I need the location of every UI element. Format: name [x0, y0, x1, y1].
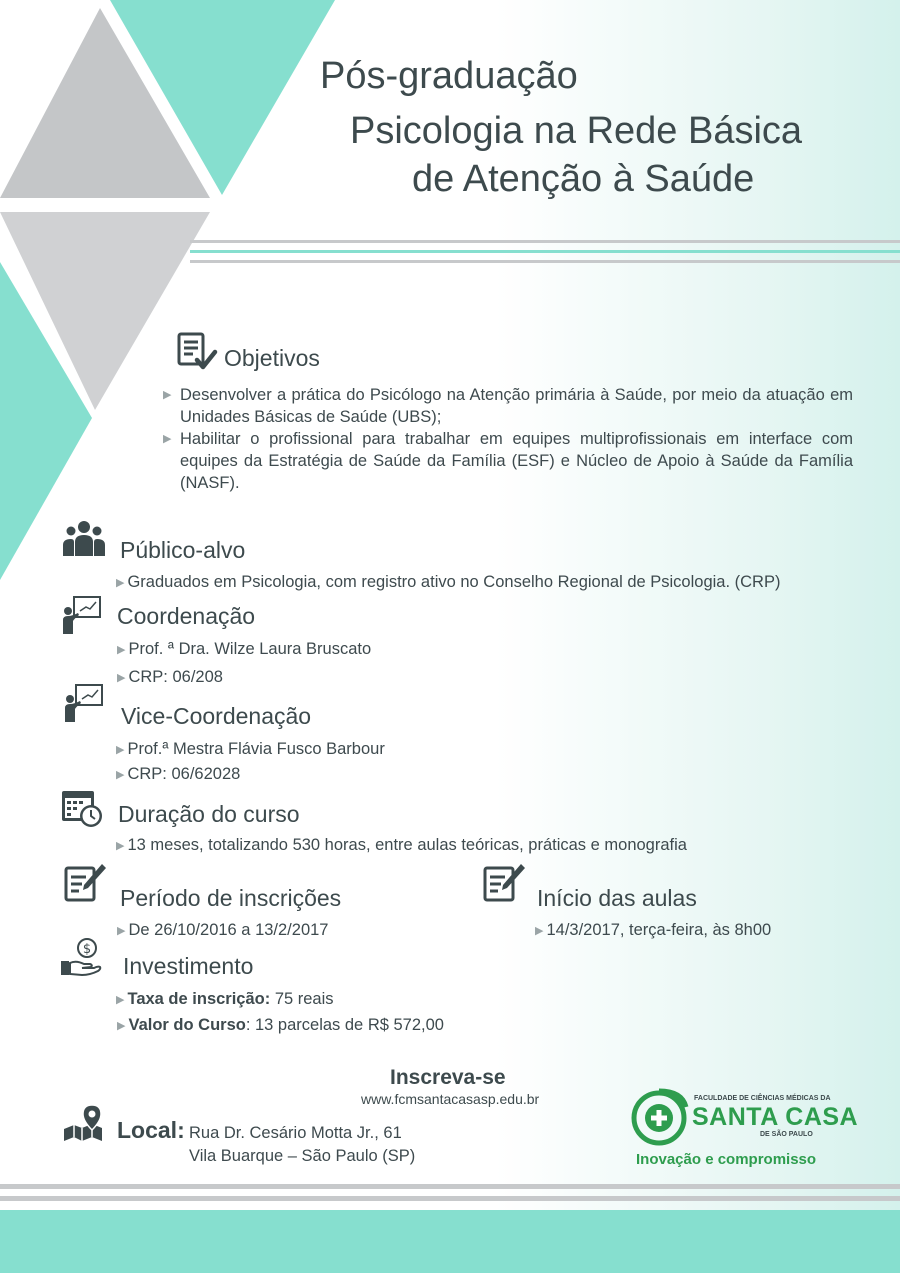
local-label: Local:	[117, 1117, 185, 1143]
publico-title: Público-alvo	[120, 537, 246, 563]
objetivos-title: Objetivos	[224, 345, 320, 371]
list-item	[163, 428, 853, 494]
bullet-arrow-icon: ▶	[163, 433, 172, 445]
vice-crp: CRP: 06/62028	[127, 765, 241, 783]
footer-divider-2	[0, 1196, 900, 1201]
divider-gray-bottom	[190, 260, 900, 263]
form-pencil-icon	[64, 862, 108, 904]
logo-small-top: FACULDADE DE CIÊNCIAS MÉDICAS DA	[694, 1095, 831, 1102]
bullet-arrow-icon: ▶	[116, 577, 125, 589]
list-item	[116, 738, 385, 762]
cross-circle-icon	[630, 1087, 690, 1147]
inicio-title: Início das aulas	[537, 885, 697, 911]
page-title-line2: Psicologia na Rede Básica	[350, 110, 803, 152]
list-item	[535, 919, 771, 943]
divider-teal	[190, 250, 900, 253]
money-hand-icon	[60, 937, 102, 979]
list-item	[116, 571, 780, 595]
valor-label: Valor do Curso	[128, 1016, 246, 1034]
bullet-arrow-icon: ▶	[117, 925, 126, 937]
bullet-arrow-icon: ▶	[163, 389, 172, 401]
logo-name: SANTA CASA	[692, 1103, 859, 1131]
objetivo-text: Desenvolver a prática do Psicólogo na Atenção primária à Saúde, por meio da atuação em Unidades Básicas de Saúde (UBS);	[180, 386, 853, 426]
duracao-text: 13 meses, totalizando 530 horas, entre aulas teóricas, práticas e monografia	[127, 836, 687, 854]
duracao-title: Duração do curso	[118, 801, 300, 827]
footer-bar	[0, 1210, 900, 1273]
footer-divider-1	[0, 1184, 900, 1189]
page-title-line1: Pós-graduação	[320, 55, 578, 97]
list-item	[117, 919, 328, 943]
list-item	[116, 834, 687, 858]
logo-tagline: Inovação e compromisso	[636, 1151, 817, 1168]
coordenacao-title: Coordenação	[117, 603, 256, 629]
list-item	[116, 988, 334, 1012]
local-address-line2: Vila Buarque – São Paulo (SP)	[189, 1147, 416, 1165]
bullet-arrow-icon: ▶	[116, 840, 125, 852]
valor-value: : 13 parcelas de R$ 572,00	[245, 1016, 444, 1034]
bullet-arrow-icon: ▶	[117, 672, 126, 684]
objetivos-list	[163, 384, 853, 494]
teacher-board-icon	[60, 595, 102, 635]
local-address-line1: Rua Dr. Cesário Motta Jr., 61	[189, 1124, 402, 1142]
teacher-board-icon	[62, 683, 104, 723]
vice-name: Prof.ª Mestra Flávia Fusco Barbour	[127, 740, 385, 758]
divider-gray-top	[190, 240, 900, 243]
list-item	[117, 638, 371, 662]
objetivo-text: Habilitar o profissional para trabalhar em equipes multiprofissionais em interface com equipes da Estratégia de Saúde da Família (ESF) e Núcleo de Apoio à Saúde da Família (NASF).	[180, 430, 853, 492]
bullet-arrow-icon: ▶	[116, 769, 125, 781]
periodo-title: Período de inscrições	[120, 885, 342, 911]
website-link[interactable]: www.fcmsantacasasp.edu.br	[361, 1091, 540, 1107]
coordenacao-crp: CRP: 06/208	[128, 668, 223, 686]
calendar-clock-icon	[60, 789, 104, 829]
decorative-triangles	[0, 0, 340, 600]
bullet-arrow-icon: ▶	[535, 925, 544, 937]
people-group-icon	[60, 520, 108, 558]
list-item	[117, 1014, 444, 1038]
list-item	[163, 384, 853, 428]
map-pin-icon	[62, 1103, 106, 1143]
vice-title: Vice-Coordenação	[121, 703, 312, 729]
inicio-text: 14/3/2017, terça-feira, às 8h00	[546, 921, 772, 939]
taxa-value: 75 reais	[270, 990, 334, 1008]
checklist-icon	[177, 332, 219, 372]
santa-casa-logo	[630, 1087, 859, 1177]
inscreva-title: Inscreva-se	[390, 1066, 506, 1089]
list-item	[116, 763, 240, 787]
coordenacao-name: Prof. ª Dra. Wilze Laura Bruscato	[128, 640, 372, 658]
bullet-arrow-icon: ▶	[117, 1020, 126, 1032]
list-item	[117, 666, 223, 690]
taxa-label: Taxa de inscrição:	[127, 990, 271, 1008]
page-title-line3: de Atenção à Saúde	[412, 158, 755, 200]
logo-small-bottom: DE SÃO PAULO	[760, 1131, 813, 1138]
periodo-text: De 26/10/2016 a 13/2/2017	[128, 921, 329, 939]
form-pencil-icon	[483, 862, 527, 904]
bullet-arrow-icon: ▶	[116, 994, 125, 1006]
bullet-arrow-icon: ▶	[117, 644, 126, 656]
bullet-arrow-icon: ▶	[116, 744, 125, 756]
svg-text:$: $	[82, 942, 92, 957]
investimento-title: Investimento	[123, 953, 254, 979]
publico-text: Graduados em Psicologia, com registro ativo no Conselho Regional de Psicologia. (CRP)	[127, 573, 781, 591]
